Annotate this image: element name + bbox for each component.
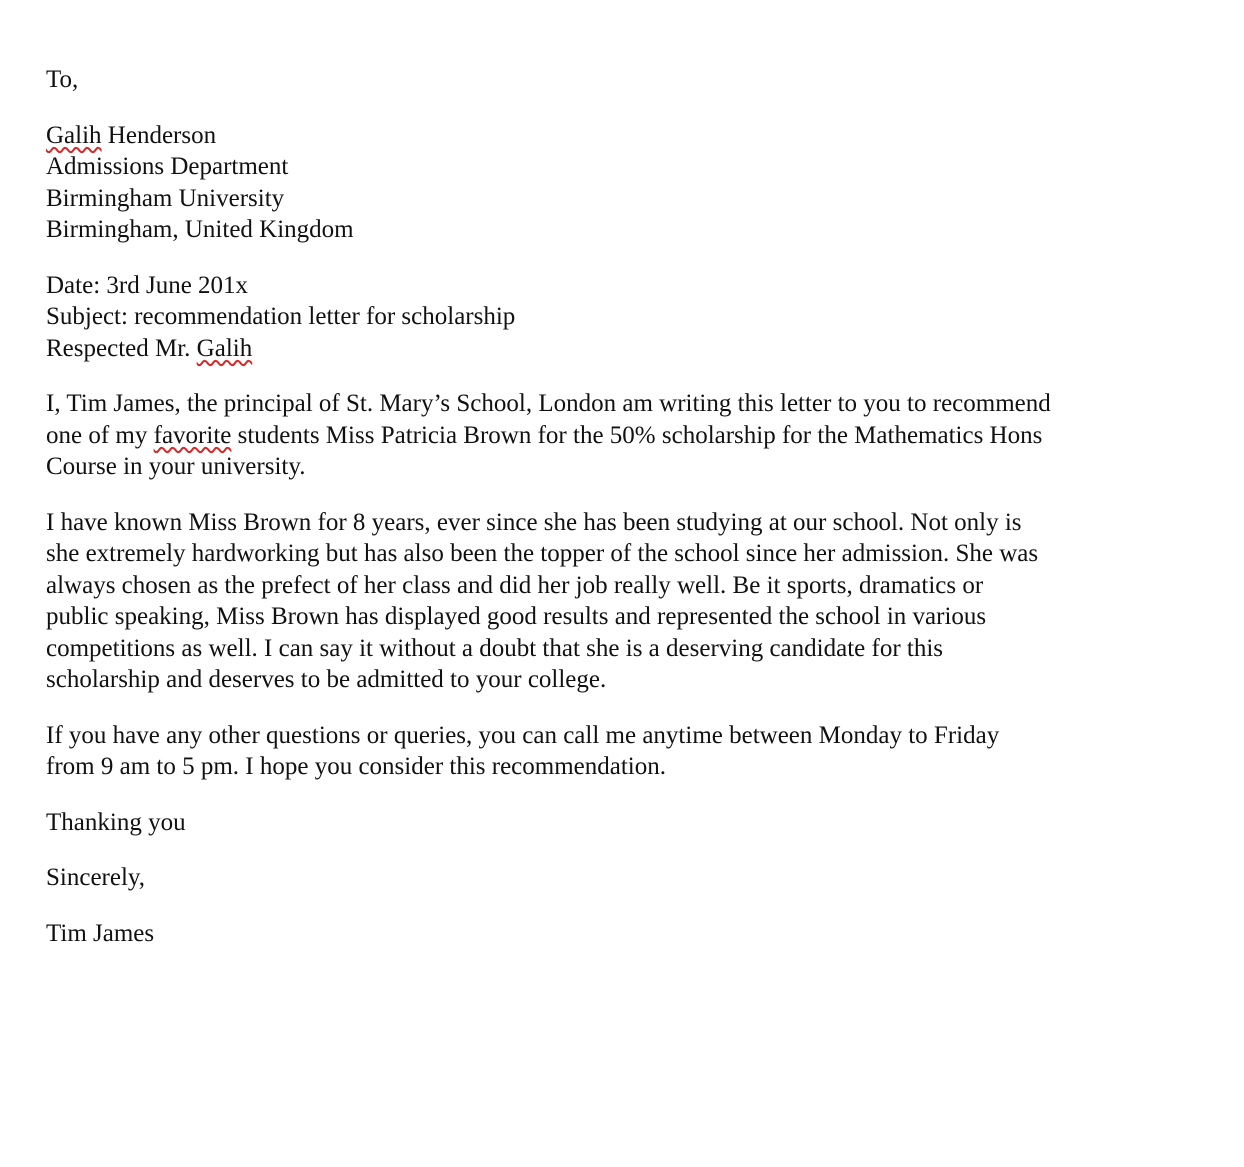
thanking-line: Thanking you [46,808,186,836]
subject-line: Subject: recommendation letter for scholarship [46,303,516,330]
letter-document [46,64,1206,949]
greeting-prefix: Respected Mr. [46,334,197,362]
signature-block [46,918,1206,950]
recipient-first-name: Galih [46,121,102,149]
paragraph-line: scholarship and deserves to be admitted to your college. [46,666,607,693]
recipient-university: Birmingham University [46,184,285,212]
spelling-flagged-word: favorite [153,421,232,449]
recipient-location: Birmingham, United Kingdom [46,216,354,243]
body-paragraph-1 [46,388,1206,483]
paragraph-line: always chosen as the prefect of her class and did her job really well. Be it sports, dramatics or [46,571,984,599]
to-line: To, [46,66,79,93]
body-paragraph-3 [46,720,1206,783]
letter-meta [46,270,1206,365]
thanks-block [46,807,1206,839]
paragraph-line: from 9 am to 5 pm. I hope you consider this recommendation. [46,753,667,780]
recipient-department: Admissions Department [46,153,289,180]
greeting-name: Galih [196,334,253,362]
paragraph-line: public speaking, Miss Brown has displayed good results and represented the school in various [46,603,987,630]
text-before-flag: one of my [46,421,154,449]
salutation-block [46,64,1206,96]
date-line: Date: 3rd June 201x [46,271,249,299]
paragraph-line: I, Tim James, the principal of St. Mary’s School, London am writing this letter to you to recommend [46,390,1051,417]
paragraph-line: I have known Miss Brown for 8 years, ever since she has been studying at our school. Not only is [46,508,1022,536]
recipient-name [46,120,1206,152]
greeting-line [46,333,1206,365]
signoff-block [46,862,1206,894]
recipient-address [46,120,1206,246]
paragraph-line: she extremely hardworking but has also been the topper of the school since her admission. She was [46,540,1039,567]
paragraph-line: Course in your university. [46,453,306,480]
signature-name: Tim James [46,919,155,947]
text-after-flag: students Miss Patricia Brown for the 50% scholarship for the Mathematics Hons [231,421,1043,449]
body-paragraph-2 [46,507,1206,696]
paragraph-line: If you have any other questions or queries, you can call me anytime between Monday to Friday [46,721,1000,749]
paragraph-line: competitions as well. I can say it without a doubt that she is a deserving candidate for this [46,634,944,662]
paragraph-line [46,420,1206,452]
recipient-last-name: Henderson [101,121,217,149]
sign-off: Sincerely, [46,864,146,891]
